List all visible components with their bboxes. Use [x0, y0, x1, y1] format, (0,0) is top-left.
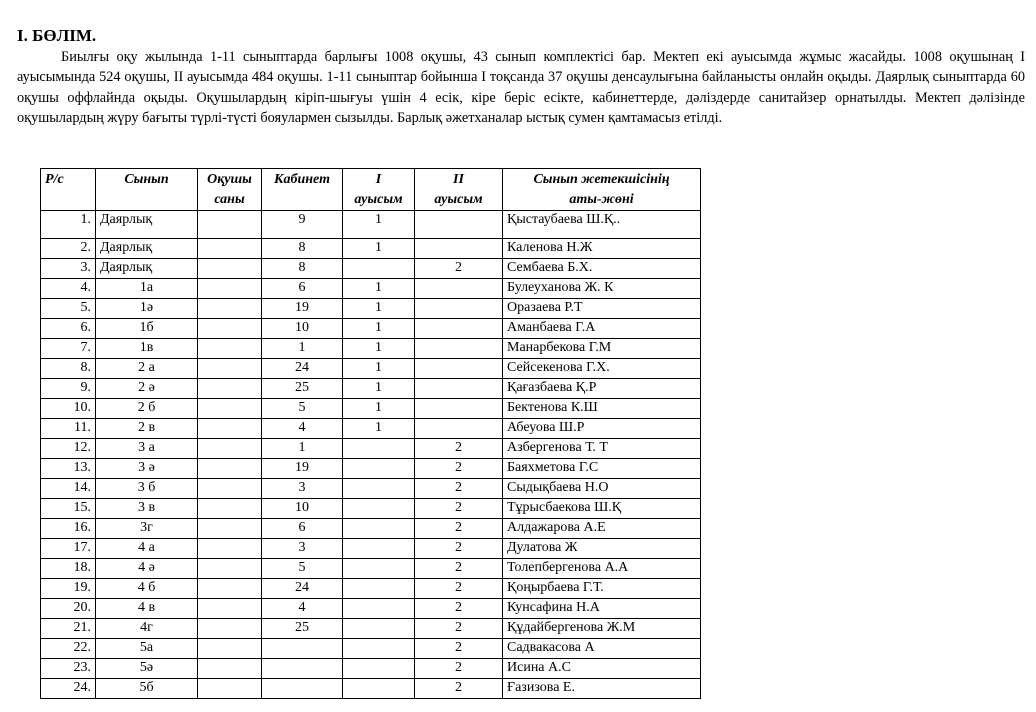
class-roster-table	[40, 168, 701, 699]
shift2-cell: 2	[415, 579, 503, 599]
shift2-cell	[415, 239, 503, 259]
teacher-name-cell: Алдажарова А.Е	[503, 519, 701, 539]
teacher-name-cell: Дулатова Ж	[503, 539, 701, 559]
teacher-name-cell: Қағазбаева Қ.Р	[503, 379, 701, 399]
students-count-cell	[198, 479, 262, 499]
class-name-cell: 4г	[96, 619, 198, 639]
shift1-cell	[343, 479, 415, 499]
students-count-cell	[198, 559, 262, 579]
students-count-cell	[198, 619, 262, 639]
teacher-name-cell: Сембаева Б.Х.	[503, 259, 701, 279]
shift1-cell	[343, 259, 415, 279]
class-name-cell: Даярлық	[96, 211, 198, 239]
shift2-cell: 2	[415, 559, 503, 579]
room-cell: 24	[262, 579, 343, 599]
row-number-cell: 24.	[41, 679, 96, 699]
students-count-cell	[198, 499, 262, 519]
shift2-cell: 2	[415, 259, 503, 279]
row-number-cell: 6.	[41, 319, 96, 339]
students-count-cell	[198, 319, 262, 339]
intro-paragraph: Биылғы оқу жылында 1-11 сыныптарда барлығы 1008 оқушы, 43 сынып комплектісі бар. Мектеп екі ауысымда жұмыс жасайды. 1008 оқушынаң І ауысымында 524 оқушы, ІІ ауысымда 484 оқушы. 1-11 сыныптар бойынша І тоқсанда 37 оқушы денсаулығынa байланысты онлайн оқыды. Даярлық сыныптарда 60 оқушы оффлайнда оқыды. Оқушылардың кіріп-шығуы үшін 4 есік, кіре беріс есікте, кабинеттерде, дәліздерде санитайзер орнатылды. Мектеп дәлізінде оқушылардың жүру бағыты түрлі-түсті бояулармен сызылды. Барлық әжетханалар ыстық сумен қамтамасыз етілді.	[17, 49, 1025, 126]
teacher-name-cell: Кунсафина Н.А	[503, 599, 701, 619]
shift1-cell	[343, 519, 415, 539]
class-name-cell: 4 а	[96, 539, 198, 559]
class-name-cell: 1в	[96, 339, 198, 359]
class-name-cell: 2 а	[96, 359, 198, 379]
row-number-cell: 21.	[41, 619, 96, 639]
class-name-cell: 2 ә	[96, 379, 198, 399]
teacher-name-cell: Тұрысбаекова Ш.Қ	[503, 499, 701, 519]
table-row	[41, 319, 701, 339]
row-number-cell: 19.	[41, 579, 96, 599]
shift2-cell	[415, 319, 503, 339]
room-cell: 19	[262, 299, 343, 319]
shift2-cell: 2	[415, 499, 503, 519]
students-count-cell	[198, 659, 262, 679]
shift2-cell: 2	[415, 679, 503, 699]
class-name-cell: 2 в	[96, 419, 198, 439]
shift2-cell: 2	[415, 479, 503, 499]
students-count-cell	[198, 599, 262, 619]
class-name-cell: Даярлық	[96, 239, 198, 259]
row-number-cell: 14.	[41, 479, 96, 499]
shift2-cell	[415, 211, 503, 239]
teacher-name-cell: Қыстаубаева Ш.Қ..	[503, 211, 701, 239]
shift2-cell	[415, 419, 503, 439]
header-shift1: I ауысым	[343, 169, 415, 211]
shift1-cell: 1	[343, 279, 415, 299]
teacher-name-cell: Ғазизова Е.	[503, 679, 701, 699]
class-name-cell: 1а	[96, 279, 198, 299]
room-cell: 10	[262, 499, 343, 519]
teacher-name-cell: Аманбаева Г.А	[503, 319, 701, 339]
students-count-cell	[198, 419, 262, 439]
shift1-cell	[343, 679, 415, 699]
class-name-cell: 2 б	[96, 399, 198, 419]
teacher-name-cell: Исина А.С	[503, 659, 701, 679]
row-number-cell: 16.	[41, 519, 96, 539]
shift1-cell: 1	[343, 359, 415, 379]
row-number-cell: 2.	[41, 239, 96, 259]
students-count-cell	[198, 459, 262, 479]
teacher-name-cell: Абеуова Ш.Р	[503, 419, 701, 439]
shift2-cell: 2	[415, 599, 503, 619]
section-title: I. БӨЛІМ.	[17, 26, 97, 45]
students-count-cell	[198, 439, 262, 459]
class-name-cell: 4 б	[96, 579, 198, 599]
table-row	[41, 359, 701, 379]
students-count-cell	[198, 639, 262, 659]
shift1-cell	[343, 539, 415, 559]
teacher-name-cell: Қоңырбаева Г.Т.	[503, 579, 701, 599]
room-cell: 8	[262, 259, 343, 279]
room-cell	[262, 639, 343, 659]
students-count-cell	[198, 299, 262, 319]
row-number-cell: 13.	[41, 459, 96, 479]
table-header-row	[41, 169, 701, 211]
table-row	[41, 419, 701, 439]
table-row	[41, 539, 701, 559]
shift1-cell: 1	[343, 319, 415, 339]
shift2-cell	[415, 299, 503, 319]
class-name-cell: 1б	[96, 319, 198, 339]
shift1-cell: 1	[343, 379, 415, 399]
table-row	[41, 439, 701, 459]
table-row	[41, 479, 701, 499]
row-number-cell: 10.	[41, 399, 96, 419]
students-count-cell	[198, 211, 262, 239]
row-number-cell: 4.	[41, 279, 96, 299]
class-name-cell: 3 ә	[96, 459, 198, 479]
room-cell: 8	[262, 239, 343, 259]
header-room: Кабинет	[262, 169, 343, 211]
students-count-cell	[198, 399, 262, 419]
class-name-cell: 4 в	[96, 599, 198, 619]
row-number-cell: 3.	[41, 259, 96, 279]
shift1-cell: 1	[343, 211, 415, 239]
class-name-cell: 3 в	[96, 499, 198, 519]
students-count-cell	[198, 379, 262, 399]
room-cell: 9	[262, 211, 343, 239]
students-count-cell	[198, 519, 262, 539]
students-count-cell	[198, 339, 262, 359]
table-row	[41, 279, 701, 299]
students-count-cell	[198, 239, 262, 259]
teacher-name-cell: Садвакасова А	[503, 639, 701, 659]
shift2-cell: 2	[415, 659, 503, 679]
row-number-cell: 20.	[41, 599, 96, 619]
students-count-cell	[198, 679, 262, 699]
shift2-cell: 2	[415, 639, 503, 659]
table-row	[41, 619, 701, 639]
teacher-name-cell: Манарбекова Г.М	[503, 339, 701, 359]
shift2-cell: 2	[415, 619, 503, 639]
header-shift2: II ауысым	[415, 169, 503, 211]
room-cell: 3	[262, 479, 343, 499]
table-row	[41, 559, 701, 579]
shift1-cell	[343, 459, 415, 479]
teacher-name-cell: Оразаева Р.Т	[503, 299, 701, 319]
class-name-cell: 3г	[96, 519, 198, 539]
row-number-cell: 15.	[41, 499, 96, 519]
table-row	[41, 599, 701, 619]
room-cell: 24	[262, 359, 343, 379]
teacher-name-cell: Баяхметова Г.С	[503, 459, 701, 479]
table-row	[41, 259, 701, 279]
row-number-cell: 5.	[41, 299, 96, 319]
room-cell: 4	[262, 599, 343, 619]
shift2-cell	[415, 339, 503, 359]
row-number-cell: 8.	[41, 359, 96, 379]
table-row	[41, 399, 701, 419]
shift2-cell: 2	[415, 439, 503, 459]
row-number-cell: 1.	[41, 211, 96, 239]
row-number-cell: 17.	[41, 539, 96, 559]
teacher-name-cell: Булеуханова Ж. К	[503, 279, 701, 299]
teacher-name-cell: Құдайбергенова Ж.М	[503, 619, 701, 639]
shift1-cell: 1	[343, 239, 415, 259]
class-name-cell: 5а	[96, 639, 198, 659]
row-number-cell: 22.	[41, 639, 96, 659]
class-name-cell: 4 ә	[96, 559, 198, 579]
class-name-cell: 5б	[96, 679, 198, 699]
table-row	[41, 339, 701, 359]
shift1-cell	[343, 659, 415, 679]
room-cell: 3	[262, 539, 343, 559]
students-count-cell	[198, 579, 262, 599]
room-cell: 6	[262, 279, 343, 299]
class-name-cell: 3 б	[96, 479, 198, 499]
row-number-cell: 18.	[41, 559, 96, 579]
class-name-cell: 5ә	[96, 659, 198, 679]
shift2-cell: 2	[415, 519, 503, 539]
shift2-cell	[415, 359, 503, 379]
room-cell: 1	[262, 439, 343, 459]
shift1-cell: 1	[343, 299, 415, 319]
students-count-cell	[198, 359, 262, 379]
class-name-cell: Даярлық	[96, 259, 198, 279]
row-number-cell: 12.	[41, 439, 96, 459]
row-number-cell: 9.	[41, 379, 96, 399]
shift1-cell: 1	[343, 419, 415, 439]
header-teacher: Сынып жетекшісінің аты-жөні	[503, 169, 701, 211]
shift2-cell	[415, 279, 503, 299]
table-row	[41, 679, 701, 699]
shift2-cell	[415, 379, 503, 399]
header-students: Оқушы саны	[198, 169, 262, 211]
teacher-name-cell: Сыдықбаева Н.О	[503, 479, 701, 499]
room-cell	[262, 659, 343, 679]
teacher-name-cell: Азбергенова Т. Т	[503, 439, 701, 459]
shift2-cell	[415, 399, 503, 419]
room-cell: 10	[262, 319, 343, 339]
room-cell: 4	[262, 419, 343, 439]
shift2-cell: 2	[415, 459, 503, 479]
row-number-cell: 11.	[41, 419, 96, 439]
students-count-cell	[198, 259, 262, 279]
row-number-cell: 7.	[41, 339, 96, 359]
class-name-cell: 3 а	[96, 439, 198, 459]
room-cell: 19	[262, 459, 343, 479]
shift1-cell	[343, 499, 415, 519]
students-count-cell	[198, 279, 262, 299]
shift1-cell	[343, 559, 415, 579]
table-row	[41, 211, 701, 239]
table-row	[41, 459, 701, 479]
class-name-cell: 1ә	[96, 299, 198, 319]
teacher-name-cell: Сейсекенова Г.Х.	[503, 359, 701, 379]
shift1-cell	[343, 439, 415, 459]
row-number-cell: 23.	[41, 659, 96, 679]
room-cell	[262, 679, 343, 699]
header-class: Сынып	[96, 169, 198, 211]
teacher-name-cell: Толепбергенова А.А	[503, 559, 701, 579]
shift1-cell	[343, 639, 415, 659]
table-row	[41, 299, 701, 319]
table-row	[41, 239, 701, 259]
table-row	[41, 659, 701, 679]
room-cell: 6	[262, 519, 343, 539]
shift1-cell: 1	[343, 399, 415, 419]
shift1-cell	[343, 599, 415, 619]
teacher-name-cell: Бектенова К.Ш	[503, 399, 701, 419]
teacher-name-cell: Каленова Н.Ж	[503, 239, 701, 259]
table-row	[41, 579, 701, 599]
table-row	[41, 519, 701, 539]
header-num: Р/с	[41, 169, 96, 211]
room-cell: 1	[262, 339, 343, 359]
room-cell: 5	[262, 399, 343, 419]
shift1-cell	[343, 579, 415, 599]
room-cell: 5	[262, 559, 343, 579]
table-row	[41, 499, 701, 519]
room-cell: 25	[262, 619, 343, 639]
room-cell: 25	[262, 379, 343, 399]
shift2-cell: 2	[415, 539, 503, 559]
shift1-cell: 1	[343, 339, 415, 359]
table-row	[41, 379, 701, 399]
shift1-cell	[343, 619, 415, 639]
table-row	[41, 639, 701, 659]
students-count-cell	[198, 539, 262, 559]
